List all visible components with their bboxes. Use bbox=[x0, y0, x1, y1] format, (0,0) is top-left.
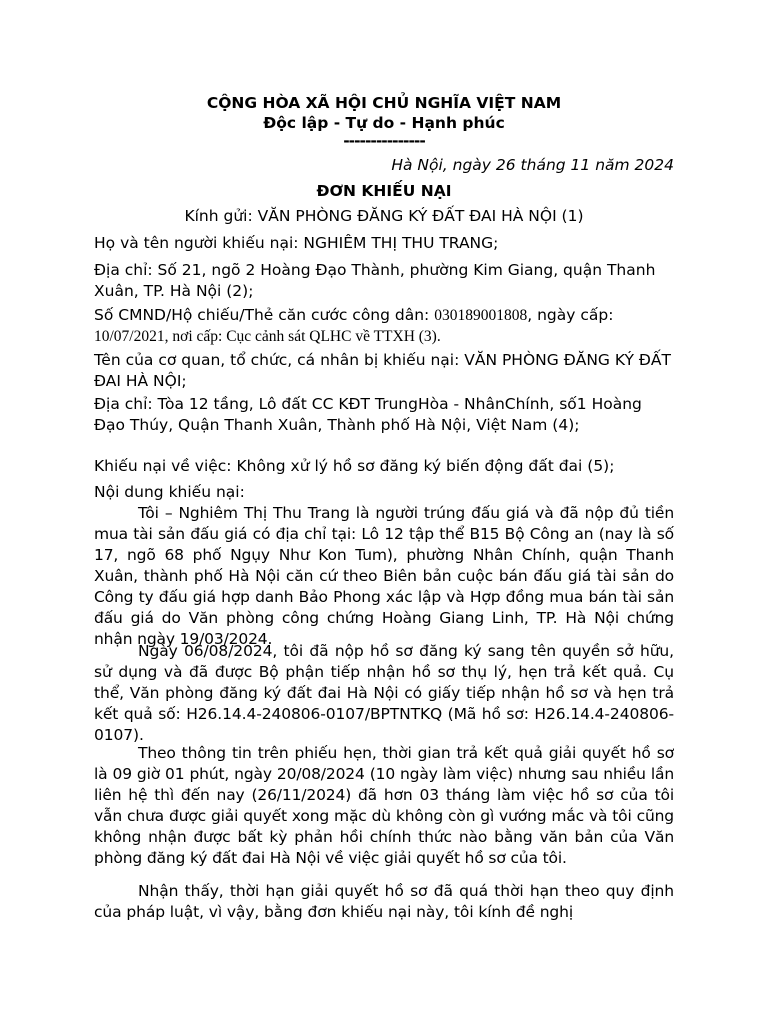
id-label: Số CMND/Hộ chiếu/Thẻ căn cước công dân: bbox=[94, 306, 435, 324]
respondent-address: Địa chỉ: Tòa 12 tầng, Lô đất CC KĐT TrungHòa - NhânChính, số1 Hoàng Đạo Thúy, Quận Thanh Xuân, Thành phố Hà Nội, Việt Nam (4); bbox=[94, 395, 642, 434]
complainant-name: Họ và tên người khiếu nại: NGHIÊM THỊ THU TRANG; bbox=[94, 234, 499, 252]
body-paragraph: Theo thông tin trên phiếu hẹn, thời gian trả kết quả giải quyết hồ sơ là 09 giờ 01 phút, ngày 20/08/2024 (10 ngày làm việc) nhưng sau nhiều lần liên hệ thì đến nay (26/11/2024) đã hơn 03 tháng làm việc hồ sơ của tôi vẫn chưa được giải quyết xong mặc dù không còn gì vướng mắc và tôi cũng không nhận được bất kỳ phản hồi chính thức nào bằng văn bản của Văn phòng đăng ký đất đai Hà Nội về việc giải quyết hồ sơ của tôi. bbox=[94, 744, 674, 867]
complainant-address: Địa chỉ: Số 21, ngõ 2 Hoàng Đạo Thành, phường Kim Giang, quận Thanh Xuân, TP. Hà Nội (2); bbox=[94, 261, 656, 300]
id-place: Cục cảnh sát QLHC về TTXH (3). bbox=[226, 328, 441, 345]
date-line: Hà Nội, ngày 26 tháng 11 năm 2024 bbox=[391, 156, 674, 174]
document-title: ĐƠN KHIẾU NẠI bbox=[316, 182, 452, 200]
body-paragraph: Tôi – Nghiêm Thị Thu Trang là người trúng đấu giá và đã nộp đủ tiền mua tài sản đấu giá có địa chỉ tại: Lô 12 tập thể B15 Bộ Công an (nay là số 17, ngõ 68 phố Ngụy Như Kon Tum), phường Nhân Chính, quận Thanh Xuân, thành phố Hà Nội căn cứ theo Biên bản cuộc bán đấu giá tài sản do Công ty đấu giá hợp danh Bảo Phong xác lập và Hợp đồng mua bán tài sản đấu giá do Văn phòng công chứng Hoàng Giang Linh, TP. Hà Nội chứng nhận ngày 19/03/2024. bbox=[94, 504, 674, 648]
recipient-line: Kính gửi: VĂN PHÒNG ĐĂNG KÝ ĐẤT ĐAI HÀ NỘI (1) bbox=[184, 207, 584, 225]
body-paragraph: Ngày 06/08/2024, tôi đã nộp hồ sơ đăng ký sang tên quyền sở hữu, sử dụng và đã được Bộ phận tiếp nhận hồ sơ thụ lý, hẹn trả kết quả. Cụ thể, Văn phòng đăng ký đất đai Hà Nội có giấy tiếp nhận hồ sơ và hẹn trả kết quả số: H26.14.4-240806-0107/BPTNTKQ (Mã hồ sơ: H26.14.4-240806-0107). bbox=[94, 642, 674, 744]
respondent-name: Tên của cơ quan, tổ chức, cá nhân bị khiếu nại: VĂN PHÒNG ĐĂNG KÝ ĐẤT ĐAI HÀ NỘI; bbox=[94, 351, 671, 390]
id-number: 030189001808 bbox=[434, 307, 528, 324]
national-title: CỘNG HÒA XÃ HỘI CHỦ NGHĨA VIỆT NAM bbox=[206, 94, 562, 112]
header-divider: --------------- bbox=[343, 132, 425, 150]
id-place-label: , nơi cấp: bbox=[164, 328, 227, 345]
id-date: 10/07/2021 bbox=[94, 328, 165, 345]
motto: Độc lập - Tự do - Hạnh phúc bbox=[263, 114, 505, 132]
id-date-label: , ngày cấp: bbox=[527, 306, 614, 324]
id-info bbox=[94, 305, 674, 347]
body-paragraph: Nhận thấy, thời hạn giải quyết hồ sơ đã quá thời hạn theo quy định của pháp luật, vì vậy, bằng đơn khiếu nại này, tôi kính đề nghị bbox=[94, 882, 674, 921]
content-label: Nội dung khiếu nại: bbox=[94, 483, 245, 501]
complaint-subject: Khiếu nại về việc: Không xử lý hồ sơ đăng ký biến động đất đai (5); bbox=[94, 457, 615, 475]
